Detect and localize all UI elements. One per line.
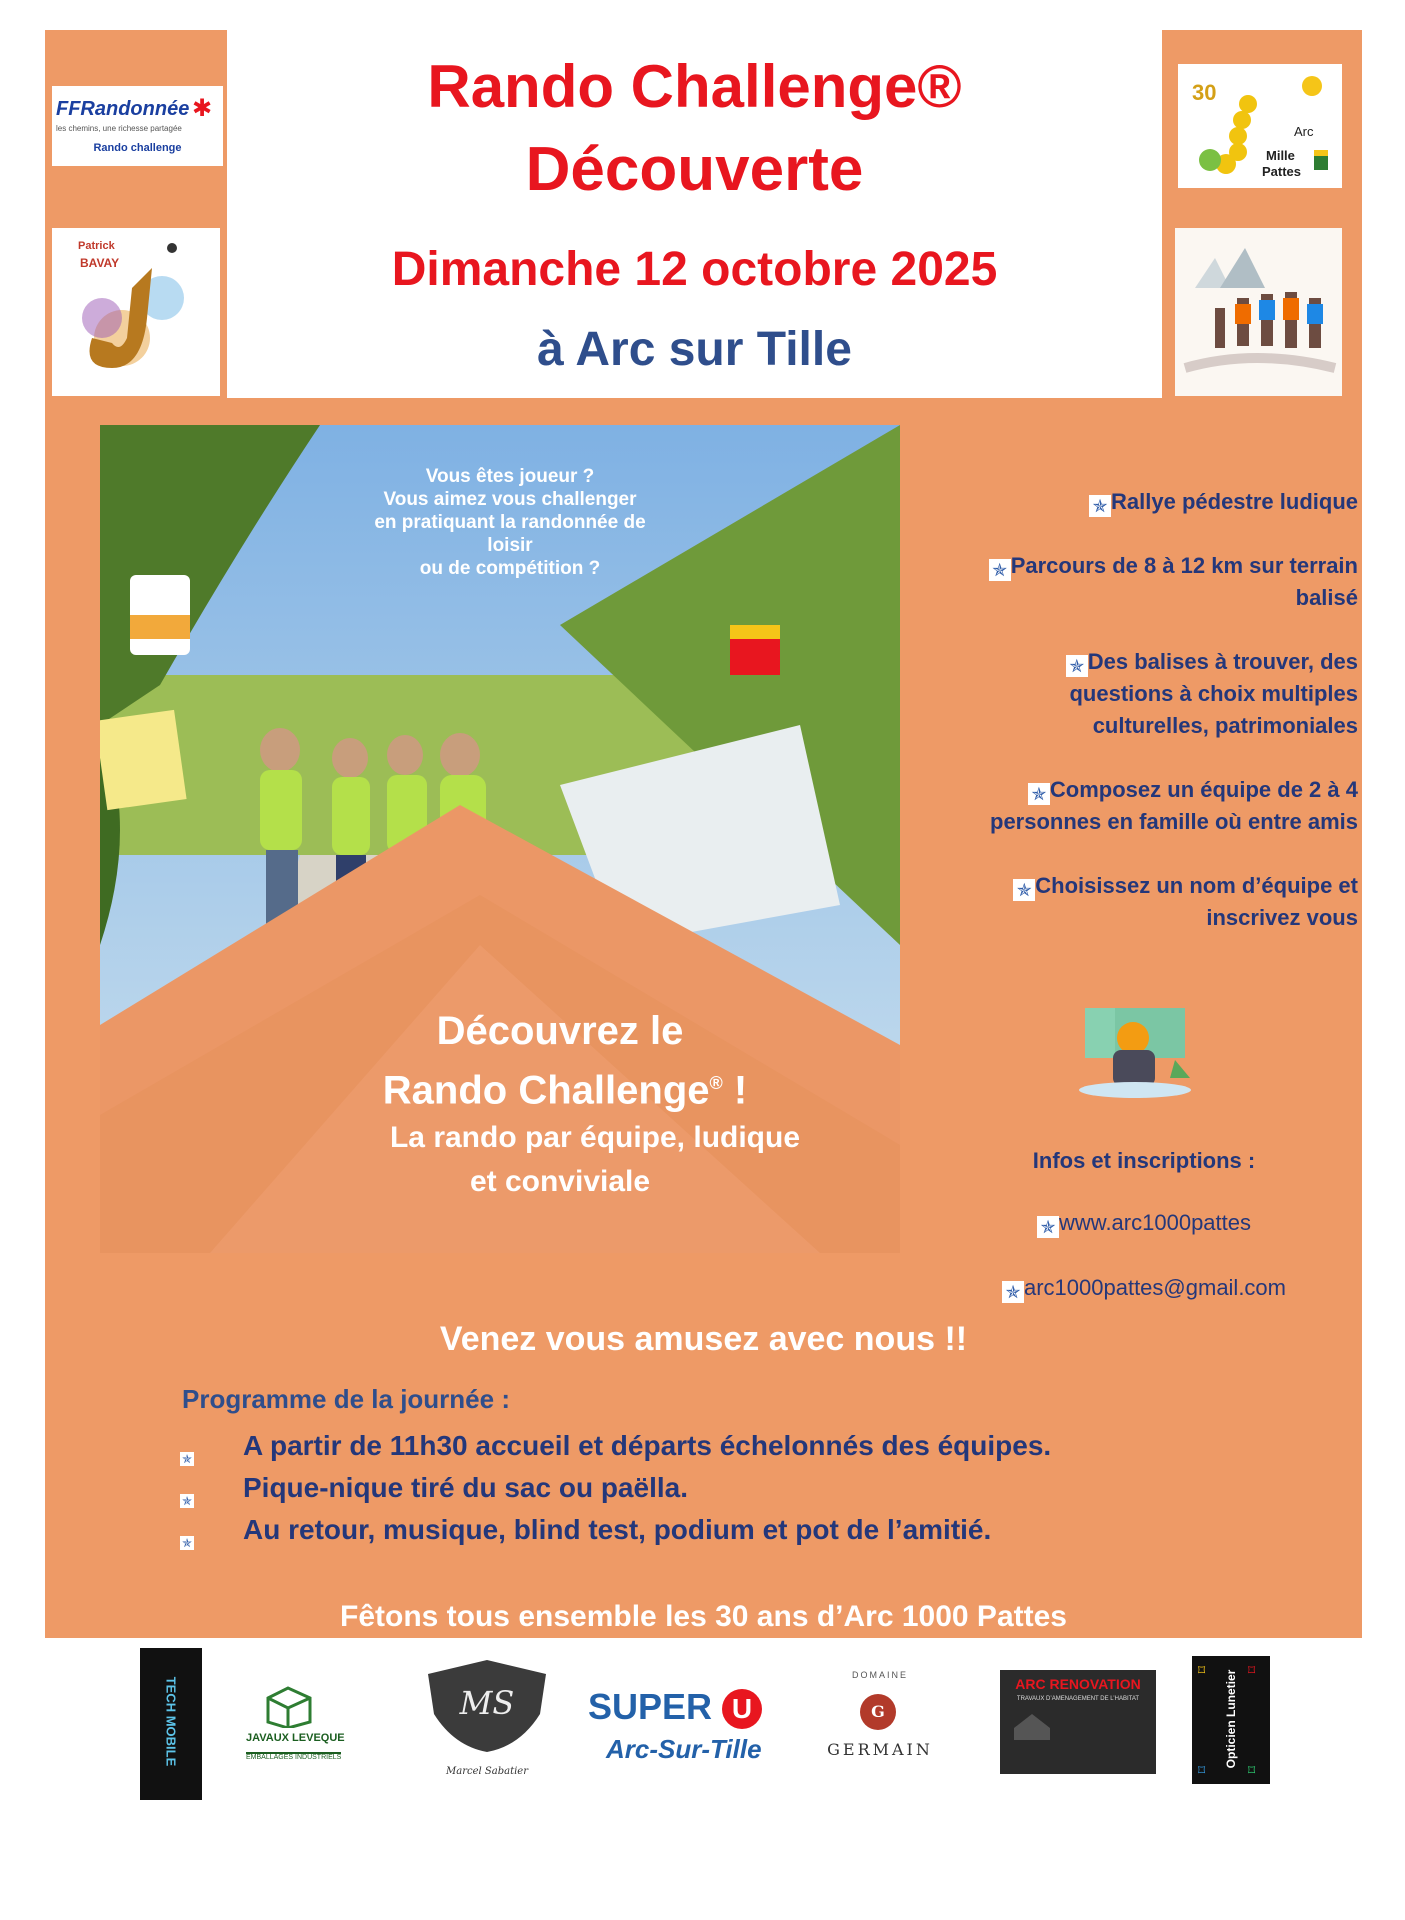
email-row — [930, 1272, 1358, 1304]
house-icon — [1012, 1712, 1052, 1742]
arcreno-title: ARC RENOVATION — [1015, 1676, 1141, 1692]
sponsor-opticien — [1192, 1656, 1270, 1784]
grape-icon: G — [860, 1694, 896, 1730]
question-line3: en pratiquant la randonnée de loisir — [374, 512, 646, 556]
hiker-map-icon — [1075, 1000, 1195, 1100]
ffrandonnee-sub: Rando challenge — [93, 142, 182, 154]
star-icon: ✯ — [1013, 879, 1035, 901]
star-icon: ✯ — [1089, 495, 1111, 517]
photo-headline — [300, 1005, 900, 1204]
feature-text: Rallye pédestre ludique — [1111, 489, 1358, 514]
sponsor-javaux — [238, 1676, 406, 1772]
glasses-icon: ⌑ — [1198, 1662, 1206, 1678]
title-rando-challenge: Rando Challenge® — [427, 53, 962, 120]
sponsor-ms — [420, 1654, 554, 1804]
glasses-icon: ⌑ — [1248, 1662, 1256, 1678]
feature-text: Des balises à trouver, des questions à choix multiples culturelles, patrimoniales — [1069, 649, 1358, 738]
question-line4: ou de compétition ? — [419, 558, 601, 579]
feature-text: Parcours de 8 à 12 km sur terrain balisé — [1010, 553, 1358, 610]
headline-reg: ® — [709, 1073, 723, 1093]
feature-text: Choisissez un nom d’équipe et inscrivez vous — [1035, 873, 1358, 930]
ffrandonnee-tagline: les chemins, une richesse partagée — [56, 124, 182, 133]
headline-line1: Découvrez le — [436, 1009, 684, 1053]
fetons-banner: Fêtons tous ensemble les 30 ans d’Arc 1000 Pattes — [340, 1600, 1067, 1633]
star-icon: ✯ — [181, 1494, 193, 1508]
event-location: à Arc sur Tille — [537, 323, 852, 376]
event-date: Dimanche 12 octobre 2025 — [391, 243, 998, 296]
headline-brand: Rando Challenge — [382, 1068, 710, 1113]
promo-photo — [100, 425, 900, 1253]
mille-word: Mille — [1266, 148, 1295, 163]
question-line2: Vous aimez vous challenger — [383, 489, 637, 510]
star-icon: ✯ — [1028, 783, 1050, 805]
feature-text: Composez un équipe de 2 à 4 personnes en famille où entre amis — [990, 777, 1359, 834]
feature-item — [930, 550, 1358, 614]
photo-question — [360, 465, 660, 580]
glasses-icon: ⌑ — [1198, 1762, 1206, 1778]
glasses-icon: ⌑ — [1248, 1762, 1256, 1778]
superu-word: SUPER — [588, 1686, 713, 1727]
programme-item: Pique-nique tiré du sac ou paëlla. — [243, 1472, 688, 1503]
arc-mille-pattes-logo — [1178, 64, 1342, 188]
sponsor-super-u — [578, 1682, 790, 1768]
germain-domaine: DOMAINE — [851, 1670, 908, 1680]
feature-item — [930, 774, 1358, 838]
opticien-label: Opticien Lunetier — [1224, 1669, 1238, 1769]
programme-item: A partir de 11h30 accueil et départs échelonnés des équipes. — [243, 1430, 1052, 1461]
bavay-name: BAVAY — [80, 256, 120, 270]
headline-sub1: La rando par équipe, ludique — [389, 1121, 801, 1155]
feature-item — [930, 486, 1358, 518]
patrick-name: Patrick — [78, 240, 115, 252]
feature-item — [930, 646, 1358, 742]
feature-item — [930, 870, 1358, 934]
hikers-icon — [1175, 228, 1342, 396]
infos-block — [930, 1145, 1358, 1304]
sponsor-germain — [804, 1668, 956, 1780]
venez-banner: Venez vous amusez avec nous !! — [439, 1320, 968, 1358]
ffrandonnee-brand: FFRandonnée — [56, 98, 190, 120]
patrick-bavay-logo — [52, 228, 220, 396]
email-link[interactable]: arc1000pattes@gmail.com — [1023, 1275, 1286, 1300]
ms-monogram: MS — [459, 1684, 515, 1722]
ms-name: Marcel Sabatier — [446, 1766, 528, 1777]
germain-name: GERMAIN — [827, 1740, 933, 1759]
headline-sub2: et conviviale — [469, 1165, 651, 1199]
sponsor-tech-mobile — [140, 1648, 202, 1800]
headline-end: ! — [722, 1068, 748, 1113]
arc-30: 30 — [1192, 80, 1217, 105]
star-icon: ✯ — [181, 1452, 193, 1466]
box-icon — [258, 1684, 318, 1728]
star-icon: ✯ — [181, 1536, 193, 1550]
website-row — [930, 1207, 1358, 1239]
tech-label: TECH MOBILE — [163, 1676, 179, 1767]
javaux-sub: EMBALLAGES INDUSTRIELS — [246, 1754, 342, 1761]
superu-u: U — [722, 1689, 762, 1729]
star-icon: ✯ — [1002, 1281, 1024, 1303]
headline-line2 — [230, 1057, 900, 1116]
superu-top — [588, 1686, 762, 1729]
javaux-label: JAVAUX LEVEQUE — [246, 1732, 345, 1744]
infos-title: Infos et inscriptions : — [1032, 1148, 1256, 1173]
arc-word: Arc — [1294, 124, 1314, 139]
hikers-illustration — [1175, 228, 1342, 396]
arcreno-sub: TRAVAUX D’AMENAGEMENT DE L’HABITAT — [1016, 1696, 1140, 1702]
programme-title: Programme de la journée : — [182, 1384, 510, 1414]
ffrandonnee-logo — [52, 86, 223, 166]
programme-item: Au retour, musique, blind test, podium et pot de l’amitié. — [243, 1514, 992, 1545]
star-icon: ✯ — [1037, 1216, 1059, 1238]
caterpillar-icon — [1178, 64, 1342, 188]
title-decouverte: Découverte — [525, 135, 864, 204]
star-icon: ✯ — [989, 559, 1011, 581]
pattes-word: Pattes — [1262, 164, 1302, 179]
hiker-icon: ✱ — [192, 95, 213, 122]
saxophone-icon — [52, 228, 220, 396]
sponsor-arc-renovation — [1000, 1670, 1156, 1774]
question-line1: Vous êtes joueur ? — [425, 466, 595, 487]
feature-list — [930, 486, 1358, 966]
superu-town: Arc-Sur-Tille — [606, 1734, 762, 1764]
star-icon: ✯ — [1066, 655, 1088, 677]
website-link[interactable]: www.arc1000pattes — [1059, 1210, 1251, 1235]
